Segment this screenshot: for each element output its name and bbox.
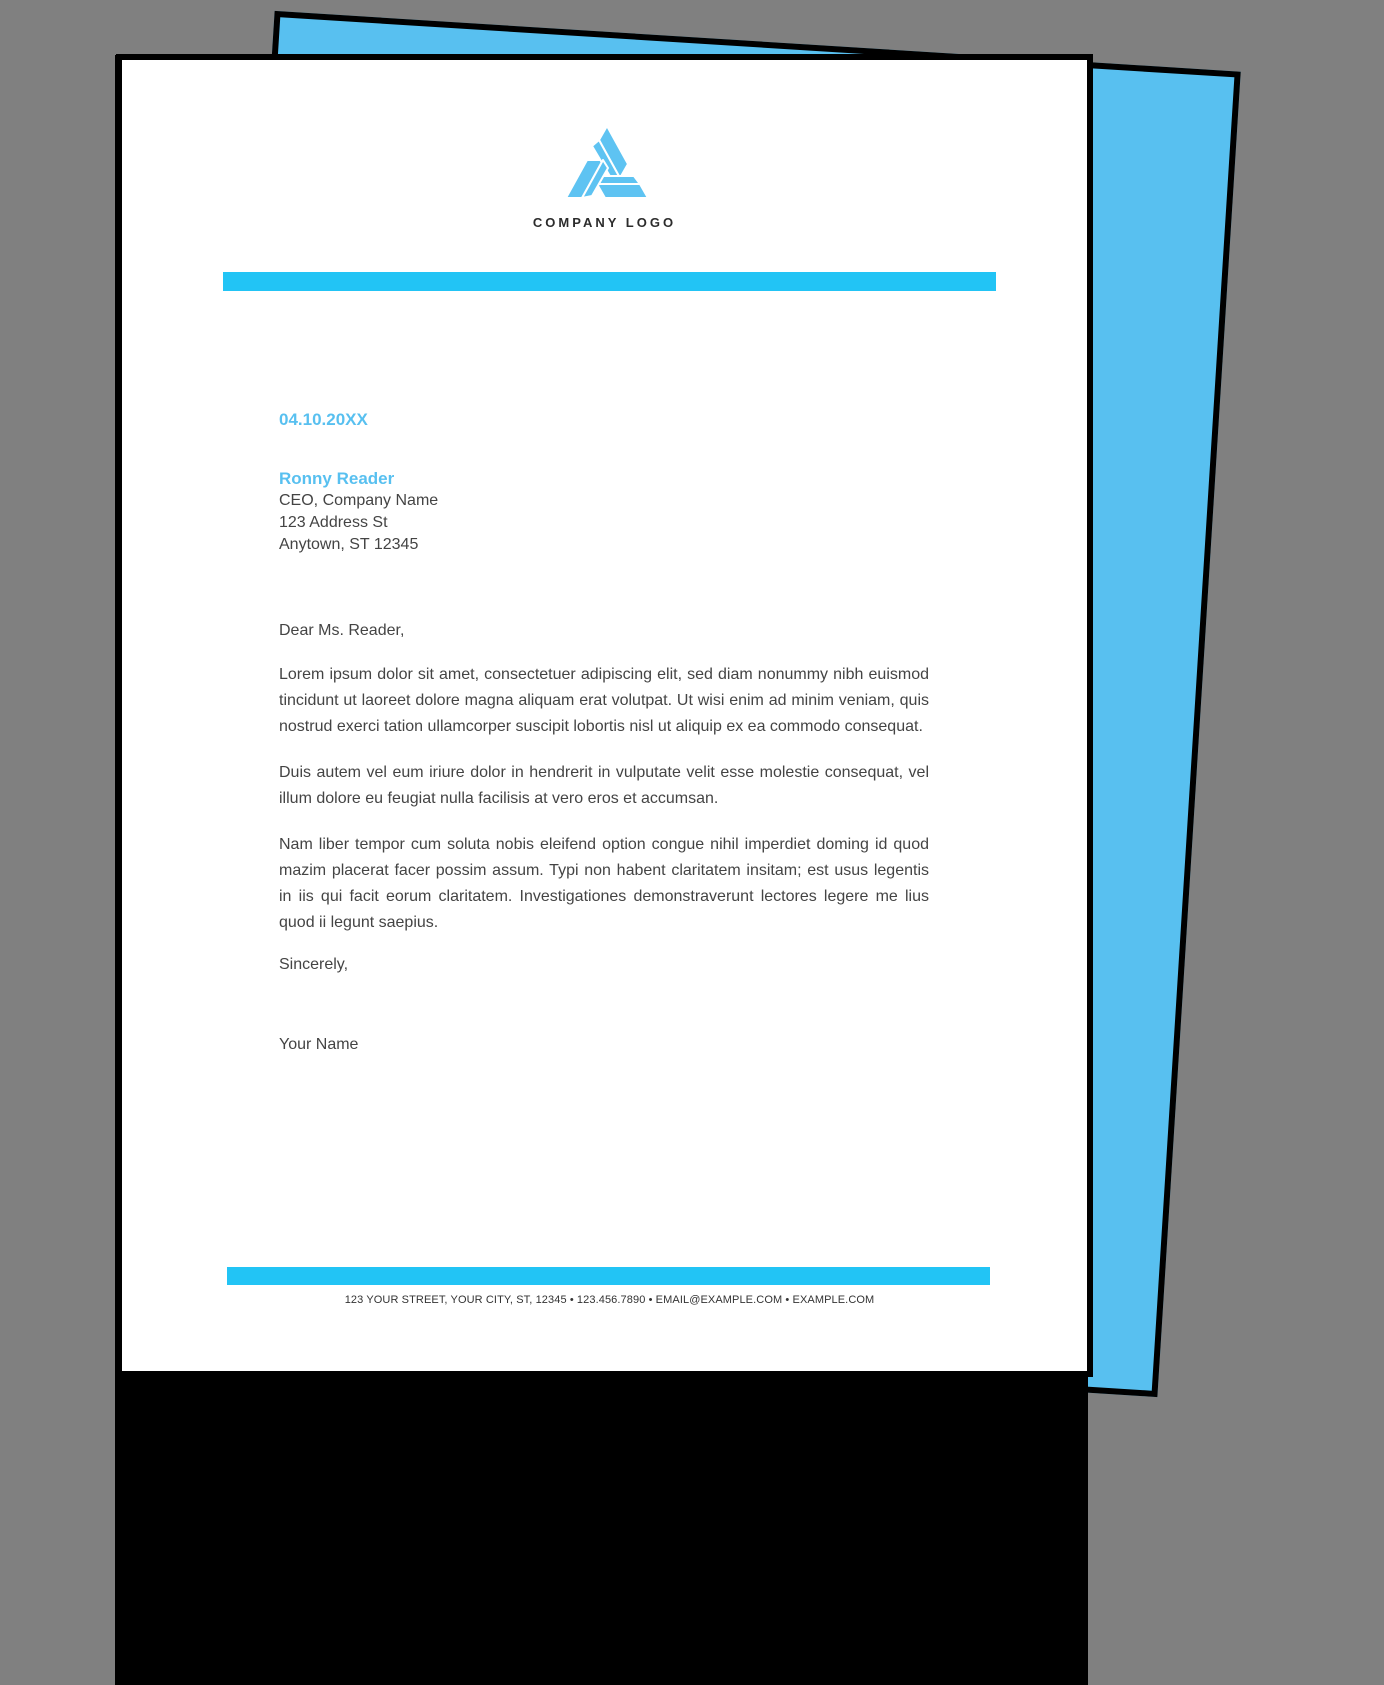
footer-contact: 123 YOUR STREET, YOUR CITY, ST, 12345 • 123.456.7890 • EMAIL@EXAMPLE.COM • EXAMPLE.COM (344, 1294, 875, 1306)
paragraph: Lorem ipsum dolor sit amet, consectetuer adipiscing elit, sed diam nonummy nibh euismod tincidunt ut laoreet dolore magna aliquam erat volutpat. Ut wisi enim ad minim veniam, quis nostrud exerci tation ullamcorper suscipit lobortis nisl ut aliquip ex ea commodo consequat. (279, 666, 929, 735)
signature-name: Your Name (279, 1036, 359, 1053)
letter-date: 04.10.20XX (279, 410, 368, 429)
impossible-triangle-icon (564, 124, 650, 200)
recipient-block (279, 468, 929, 556)
footer-accent-bar (227, 1267, 990, 1285)
letter-body (279, 410, 929, 1054)
recipient-title: CEO, Company Name (279, 492, 439, 509)
recipient-street: 123 Address St (279, 514, 388, 531)
recipient-city: Anytown, ST 12345 (279, 536, 419, 553)
recipient-name: Ronny Reader (279, 469, 395, 488)
paragraph: Duis autem vel eum iriure dolor in hendrerit in vulputate velit esse molestie consequat, vel illum dolore eu feugiat nulla facilisis at vero eros et accumsan. (279, 764, 929, 807)
paragraph: Nam liber tempor cum soluta nobis eleifend option congue nihil imperdiet doming id quod mazim placerat facer possim assum. Typi non habent claritatem insitam; est usus legentis in iis qui facit eorum claritatem. Investigationes demonstraverunt lectores legere me lius quod ii legunt saepius. (279, 836, 929, 931)
letterhead-page (122, 60, 1087, 1371)
header-accent-bar (223, 272, 996, 291)
company-logo-label: COMPANY LOGO (532, 215, 677, 230)
salutation: Dear Ms. Reader, (279, 622, 405, 639)
closing: Sincerely, (279, 956, 349, 973)
